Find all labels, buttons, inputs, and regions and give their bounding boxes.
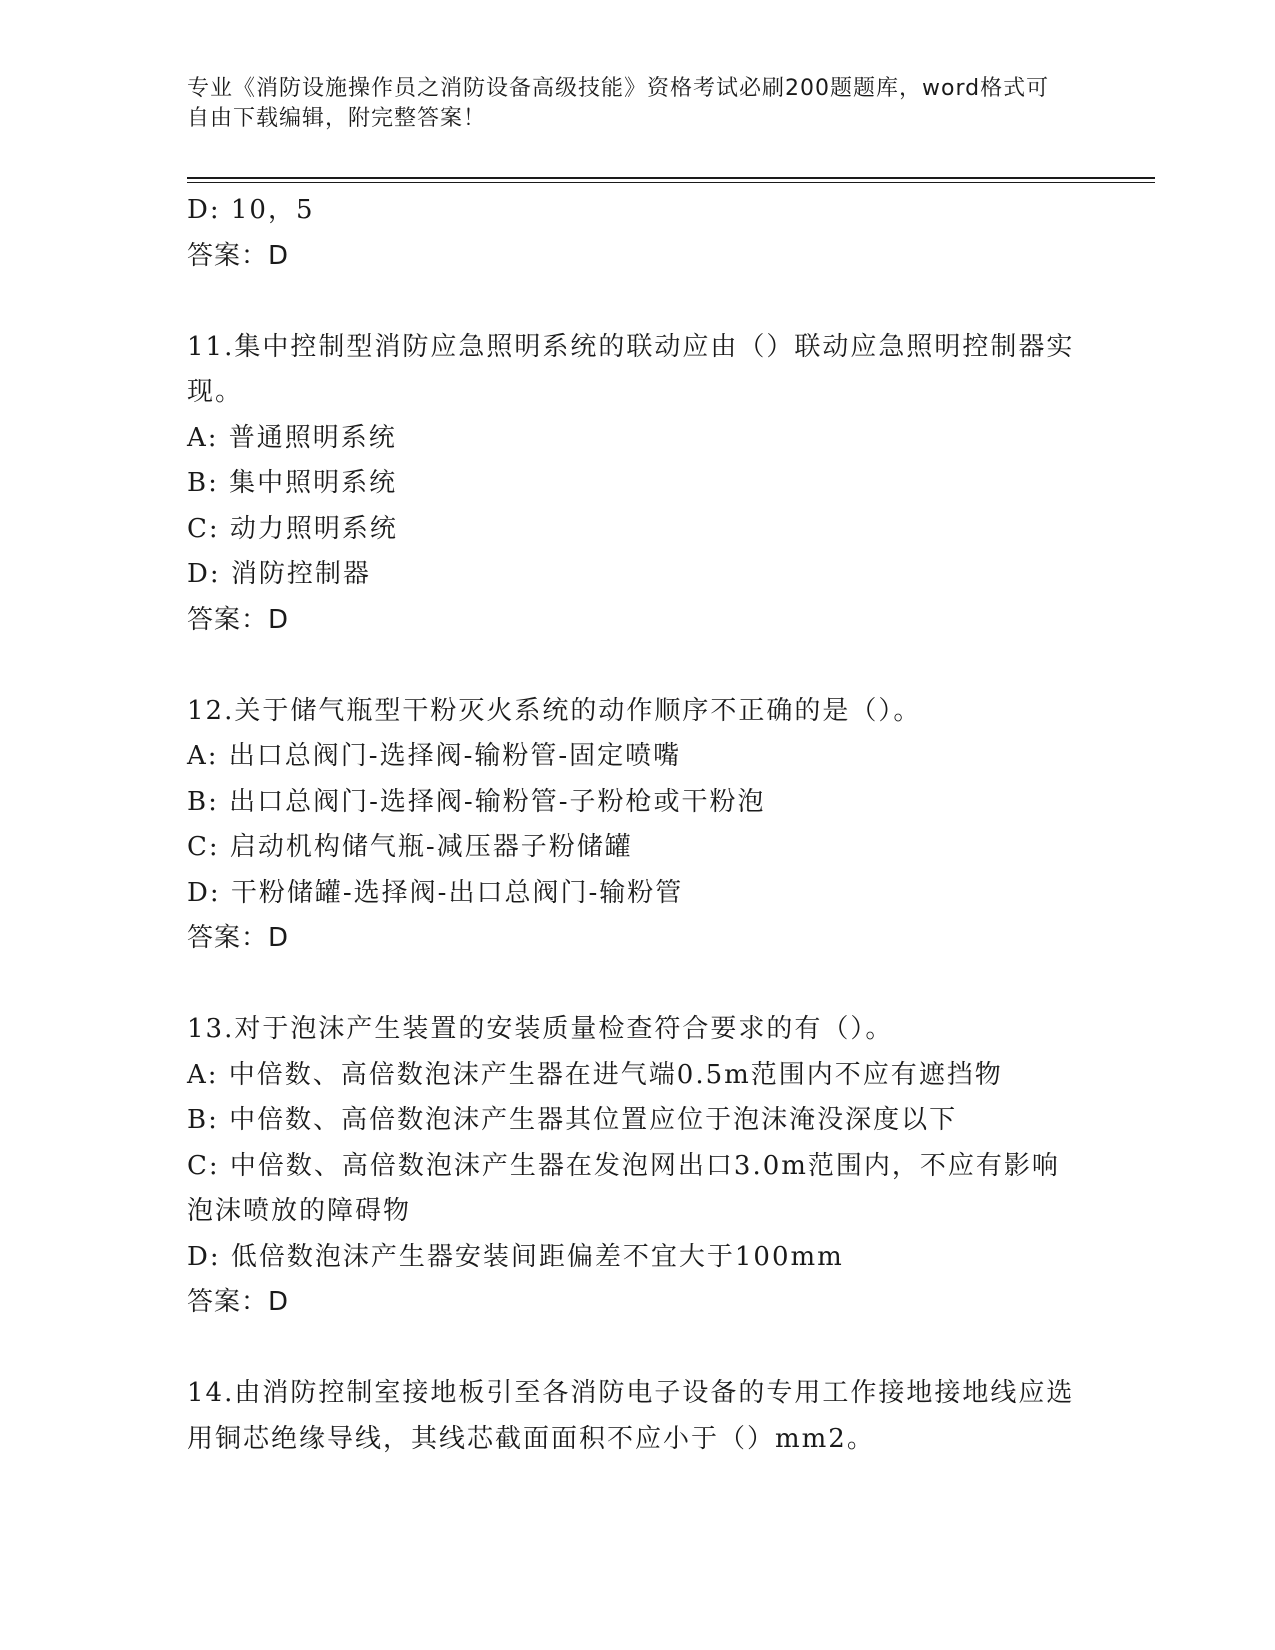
question-stem: 14.由消防控制室接地板引至各消防电子设备的专用工作接地接地线应选用铜芯绝缘导线，其线芯截面面积不应小于（）mm2。 bbox=[187, 1378, 1075, 1454]
question-13 bbox=[187, 1007, 1087, 1326]
option-a: A: 中倍数、高倍数泡沫产生器在进气端0.5m范围内不应有遮挡物 bbox=[187, 1059, 1003, 1090]
header-divider-thin bbox=[187, 182, 1155, 183]
option-c: C: 启动机构储气瓶-减压器子粉储罐 bbox=[187, 832, 633, 862]
option-b: B: 中倍数、高倍数泡沫产生器其位置应位于泡沫淹没深度以下 bbox=[187, 1105, 958, 1135]
option-d: D: 低倍数泡沫产生器安装间距偏差不宜大于100mm bbox=[187, 1241, 844, 1272]
question-stem: 11.集中控制型消防应急照明系统的联动应由（）联动应急照明控制器实现。 bbox=[187, 331, 1075, 407]
header-divider-thick bbox=[187, 177, 1155, 179]
spacer bbox=[187, 279, 1087, 325]
question-content bbox=[187, 188, 1087, 1462]
option-d: D: 消防控制器 bbox=[187, 559, 371, 589]
option-a: A: 出口总阀门-选择阀-输粉管-固定喷嘴 bbox=[187, 741, 682, 771]
spacer bbox=[187, 962, 1087, 1008]
spacer bbox=[187, 1326, 1087, 1372]
document-header: 专业《消防设施操作员之消防设备高级技能》资格考试必刷200题题库，word格式可自由下载编辑，附完整答案！ bbox=[187, 76, 1050, 131]
carryover-option-d: D: 10，5 bbox=[187, 195, 315, 225]
question-11 bbox=[187, 325, 1087, 644]
question-stem: 12.关于储气瓶型干粉灭火系统的动作顺序不正确的是（）。 bbox=[187, 695, 922, 726]
answer: 答案：D bbox=[187, 604, 290, 635]
option-c: C: 动力照明系统 bbox=[187, 513, 398, 544]
carryover-answer: 答案：D bbox=[187, 240, 290, 271]
question-stem: 13.对于泡沫产生装置的安装质量检查符合要求的有（）。 bbox=[187, 1014, 894, 1044]
option-b: B: 出口总阀门-选择阀-输粉管-子粉枪或干粉泡 bbox=[187, 786, 766, 817]
question-12 bbox=[187, 689, 1087, 962]
question-14 bbox=[187, 1371, 1087, 1462]
spacer bbox=[187, 643, 1087, 689]
option-c: C: 中倍数、高倍数泡沫产生器在发泡网出口3.0m范围内，不应有影响泡沫喷放的障碍物 bbox=[187, 1150, 1060, 1226]
option-a: A: 普通照明系统 bbox=[187, 422, 397, 453]
option-d: D: 干粉储罐-选择阀-出口总阀门-输粉管 bbox=[187, 877, 684, 908]
answer: 答案：D bbox=[187, 923, 290, 953]
answer: 答案：D bbox=[187, 1287, 290, 1317]
option-b: B: 集中照明系统 bbox=[187, 468, 398, 498]
